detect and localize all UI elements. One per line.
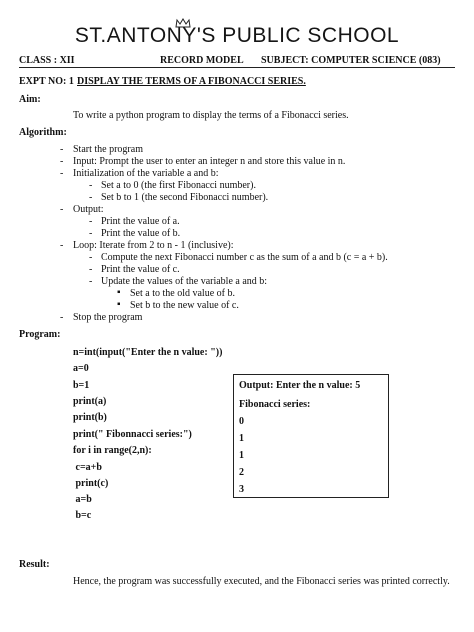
subject-label: SUBJECT: COMPUTER SCIENCE (083) — [261, 55, 441, 66]
algorithm-step: Loop: Iterate from 2 to n - 1 (inclusive): — [73, 240, 234, 251]
algorithm-substep: Compute the next Fibonacci number c as the sum of a and b (c = a + b). — [101, 252, 388, 263]
dot-bullet: ▪ — [117, 299, 121, 310]
output-line: 3 — [239, 484, 244, 495]
algorithm-substep: Print the value of b. — [101, 228, 181, 239]
code-line: print(c) — [73, 478, 109, 489]
output-line: 0 — [239, 416, 244, 427]
dash-bullet — [89, 228, 92, 239]
crown-icon — [175, 18, 191, 28]
code-line: b=1 — [73, 380, 90, 391]
dash-bullet — [60, 204, 63, 215]
code-line: a=0 — [73, 363, 89, 374]
expt-title: DISPLAY THE TERMS OF A FIBONACCI SERIES. — [77, 76, 306, 87]
result-heading: Result: — [19, 559, 50, 570]
algorithm-step: Output: — [73, 204, 104, 215]
algorithm-substep: Print the value of c. — [101, 264, 180, 275]
dot-bullet: ▪ — [117, 287, 121, 298]
dash-bullet — [89, 216, 92, 227]
code-line: print(" Fibonnacci series:") — [73, 429, 192, 440]
program-heading: Program: — [19, 329, 61, 340]
algorithm-substep: Set b to 1 (the second Fibonacci number). — [101, 192, 269, 203]
dash-bullet — [60, 144, 63, 155]
aim-text: To write a python program to display the terms of a Fibonacci series. — [73, 110, 349, 121]
algorithm-step: Input: Prompt the user to enter an integer n and store this value in n. — [73, 156, 346, 167]
code-line: b=c — [73, 510, 92, 521]
dash-bullet — [60, 156, 63, 167]
code-line: c=a+b — [73, 462, 102, 473]
record-model-label: RECORD MODEL — [160, 55, 244, 66]
aim-heading: Aim: — [19, 94, 41, 105]
class-label: CLASS : XII — [19, 55, 75, 66]
algorithm-step: Stop the program — [73, 312, 143, 323]
code-line: for i in range(2,n): — [73, 445, 152, 456]
algorithm-subsubstep: Set b to the new value of c. — [130, 300, 239, 311]
dash-bullet — [60, 312, 63, 323]
expt-number: EXPT NO: 1 — [19, 76, 74, 87]
code-line: print(a) — [73, 396, 107, 407]
algorithm-substep: Set a to 0 (the first Fibonacci number). — [101, 180, 256, 191]
algorithm-substep: Update the values of the variable a and b: — [101, 276, 268, 287]
code-line: a=b — [73, 494, 92, 505]
output-line: Output: Enter the n value: 5 — [239, 380, 361, 391]
output-box — [233, 374, 389, 498]
algorithm-step: Start the program — [73, 144, 143, 155]
dash-bullet — [89, 276, 92, 287]
algorithm-heading: Algorithm: — [19, 127, 67, 138]
header-divider — [19, 67, 455, 68]
dash-bullet — [89, 180, 92, 191]
output-line: 1 — [239, 433, 244, 444]
dash-bullet — [89, 264, 92, 275]
code-line: n=int(input("Enter the n value: ")) — [73, 347, 223, 358]
output-line: 1 — [239, 450, 244, 461]
code-line: print(b) — [73, 412, 107, 423]
output-line: Fibonacci series: — [239, 399, 311, 410]
dash-bullet — [89, 192, 92, 203]
output-line: 2 — [239, 467, 244, 478]
algorithm-step: Initialization of the variable a and b: — [73, 168, 219, 179]
dash-bullet — [60, 168, 63, 179]
dash-bullet — [89, 252, 92, 263]
school-name: ST.ANTONY'S PUBLIC SCHOOL — [74, 24, 400, 47]
algorithm-subsubstep: Set a to the old value of b. — [130, 288, 235, 299]
algorithm-substep: Print the value of a. — [101, 216, 180, 227]
result-text: Hence, the program was successfully executed, and the Fibonacci series was printed correctly. — [73, 576, 450, 587]
dash-bullet — [60, 240, 63, 251]
